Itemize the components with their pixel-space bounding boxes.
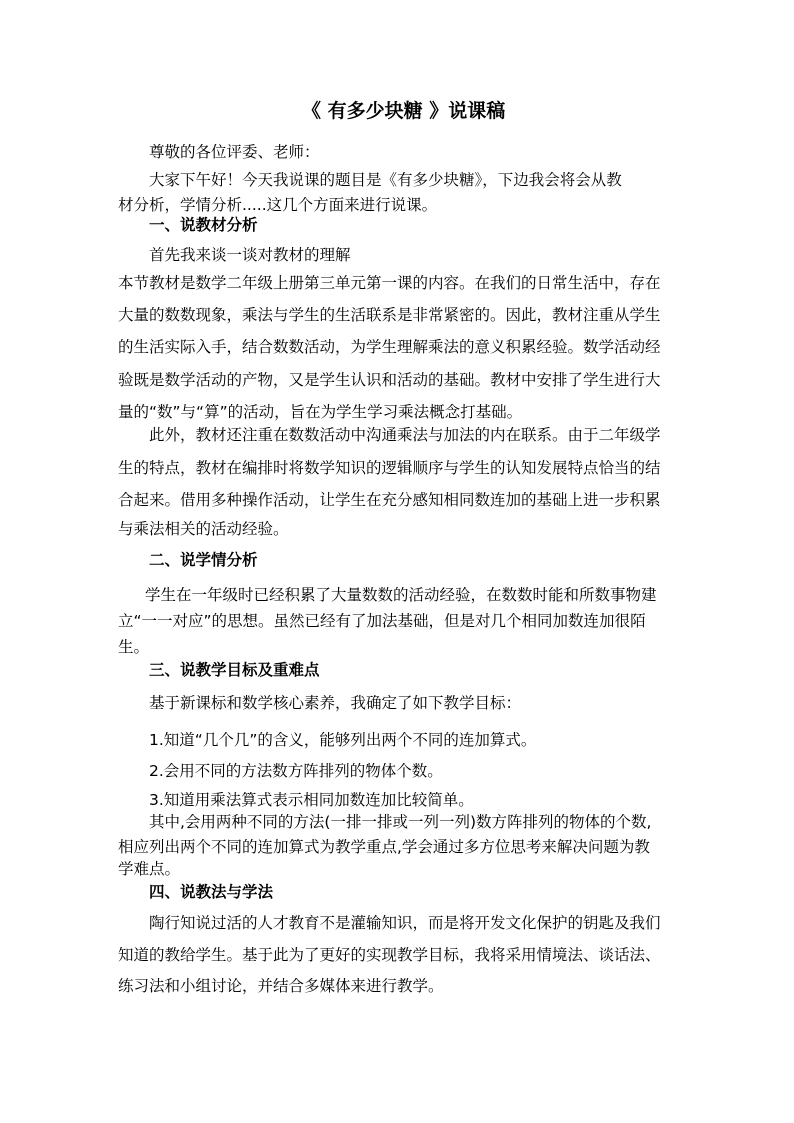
intro-line-1: 大家下午好！今天我说课的题目是《有多少块糖》，下边我会将会从教 bbox=[149, 171, 622, 189]
section-1-p1-line-3: 的生活实际入手，结合数数活动，为学生理解乘法的意义积累经验。数学活动经 bbox=[118, 338, 661, 356]
section-2-p1-line-1: 学生在一年级时已经积累了大量数数的活动经验，在数数时能和所数事物建 bbox=[145, 586, 657, 604]
section-1-lead: 首先我来谈一谈对教材的理解 bbox=[149, 246, 351, 264]
section-1-p2-line-1: 此外，教材还注重在数数活动中沟通乘法与加法的内在联系。由于二年级学 bbox=[149, 426, 661, 444]
section-2-p1-line-3: 生。 bbox=[118, 638, 150, 656]
section-4-p1-line-1: 陶行知说过活的人才教育不是灌输知识，而是将开发文化保护的钥匙及我们 bbox=[149, 914, 661, 932]
section-1-p1-line-4: 验既是数学活动的产物，又是学生认识和活动的基础。教材中安排了学生进行大 bbox=[118, 371, 661, 389]
section-3-lead: 基于新课标和数学核心素养，我确定了如下教学目标： bbox=[149, 694, 522, 712]
section-1-p1-line-5: 量的“数”与“算”的活动，旨在为学生学习乘法概念打基础。 bbox=[118, 403, 523, 421]
section-3-p1-line-2: 相应列出两个不同的连加算式为教学重点,学会通过多方位思考来解决问题为教 bbox=[118, 838, 650, 856]
section-4-p1-line-2: 知道的教给学生。基于此为了更好的实现教学目标，我将采用情境法、谈话法、 bbox=[118, 946, 661, 964]
section-1-p2-line-4: 与乘法相关的活动经验。 bbox=[118, 520, 289, 538]
goal-item-1: 1.知道“几个几”的含义，能够列出两个不同的连加算式。 bbox=[149, 731, 537, 749]
section-3-p1-line-3: 学难点。 bbox=[118, 860, 181, 878]
greeting: 尊敬的各位评委、老师： bbox=[149, 143, 320, 161]
goal-item-3: 3.知道用乘法算式表示相同加数连加比较简单。 bbox=[149, 791, 474, 809]
section-1-p2-line-3: 合起来。借用多种操作活动，让学生在充分感知相同数连加的基础上进一步积累 bbox=[118, 491, 661, 509]
section-4-p1-line-3: 练习法和小组讨论，并结合多媒体来进行教学。 bbox=[118, 977, 444, 995]
goal-item-2: 2.会用不同的方法数方阵排列的物体个数。 bbox=[149, 762, 443, 780]
section-heading-4: 四、说教法与学法 bbox=[149, 883, 274, 901]
section-heading-3: 三、说教学目标及重难点 bbox=[149, 661, 320, 679]
section-1-p2-line-2: 生的特点，教材在编排时将数学知识的逻辑顺序与学生的认知发展特点恰当的结 bbox=[118, 459, 661, 477]
section-heading-1: 一、说教材分析 bbox=[149, 216, 258, 234]
page-title: 《 有多少块糖 》说课稿 bbox=[302, 100, 506, 122]
section-1-p1-line-2: 大量的数数现象，乘法与学生的生活联系是非常紧密的。因此，教材注重从学生 bbox=[118, 306, 661, 324]
section-1-p1-line-1: 本节教材是数学二年级上册第三单元第一课的内容。在我们的日常生活中，存在 bbox=[118, 274, 661, 292]
section-3-p1-line-1: 其中,会用两种不同的方法(一排一排或一列一列)数方阵排列的物体的个数, bbox=[149, 813, 652, 831]
section-heading-2: 二、说学情分析 bbox=[149, 551, 258, 569]
section-2-p1-line-2: 立“一一对应”的思想。虽然已经有了加法基础，但是对几个相同加数连加很陌 bbox=[118, 612, 646, 630]
intro-line-2: 材分析，学情分析.....这几个方面来进行说课。 bbox=[118, 196, 438, 214]
